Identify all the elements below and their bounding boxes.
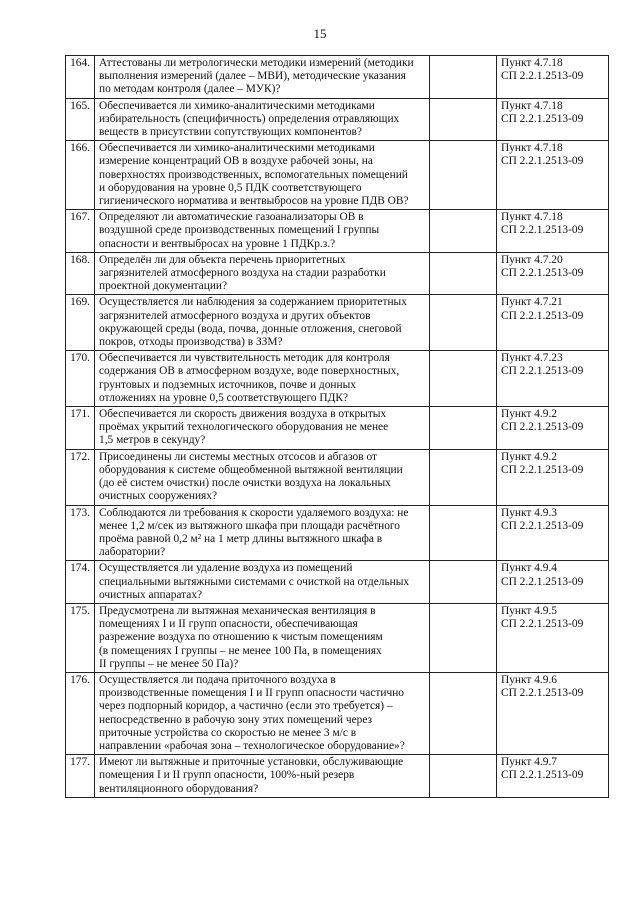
table-row [66, 407, 609, 450]
reference-point: Пункт 4.7.23 [501, 352, 563, 365]
row-number: 170. [66, 351, 95, 407]
answer-cell [430, 407, 497, 450]
reference-point: Пункт 4.7.18 [501, 142, 563, 155]
answer-cell [430, 603, 497, 672]
reference-cell [497, 351, 609, 407]
page-number: 15 [313, 26, 327, 41]
reference-document: СП 2.2.1.2513-09 [501, 463, 584, 476]
question-text: Имеют ли вытяжные и приточные установки, обслуживающие помещения I и II групп опасности, 100%-ный резерв вентиляционного оборудования? [95, 755, 430, 798]
question-text: Обеспечивается ли скорость движения воздуха в открытых проёмах укрытий технологического оборудования не менее 1,5 метров в секунду? [95, 407, 430, 450]
answer-cell [430, 561, 497, 604]
answer-cell [430, 295, 497, 351]
table-row [66, 755, 609, 798]
row-number: 169. [66, 295, 95, 351]
reference-point: Пункт 4.7.21 [501, 296, 563, 309]
row-number: 177. [66, 755, 95, 798]
reference-point: Пункт 4.7.18 [501, 57, 563, 69]
row-number: 166. [66, 141, 95, 210]
question-text: Присоединены ли системы местных отсосов и абгазов от оборудования к системе общеобменной вытяжной вентиляции (до её систем очистки) после очистки воздуха на локальных очистных сооружениях? [95, 449, 430, 505]
question-text: Соблюдаются ли требования к скорости удаляемого воздуха: не менее 1,2 м/сек из вытяжного шкафа при площади расчётного проёма равной 0,2 м² на 1 метр длины вытяжного шкафа в лаборатории? [95, 505, 430, 561]
table-row [66, 141, 609, 210]
row-number: 173. [66, 505, 95, 561]
reference-cell [497, 755, 609, 798]
row-number: 176. [66, 672, 95, 754]
row-number: 164. [66, 56, 95, 99]
row-number: 171. [66, 407, 95, 450]
question-text: Предусмотрена ли вытяжная механическая вентиляция в помещениях I и II групп опасности, обеспечивающая разрежение воздуха по отношению к чистым помещениям (в помещениях I группы – не менее 100 Па, в помещениях II группы – не менее 50 Па)? [95, 603, 430, 672]
table-row [66, 672, 609, 754]
answer-cell [430, 56, 497, 99]
reference-point: Пункт 4.9.5 [501, 604, 558, 617]
reference-document: СП 2.2.1.2513-09 [501, 267, 584, 280]
reference-document: СП 2.2.1.2513-09 [501, 70, 584, 83]
reference-cell [497, 603, 609, 672]
answer-cell [430, 141, 497, 210]
answer-cell [430, 672, 497, 754]
answer-cell [430, 505, 497, 561]
reference-point: Пункт 4.9.4 [501, 562, 558, 575]
reference-cell [497, 141, 609, 210]
question-text: Осуществляется ли удаление воздуха из помещений специальными вытяжными системами с очисткой на отдельных очистных аппаратах? [95, 561, 430, 604]
reference-document: СП 2.2.1.2513-09 [501, 365, 584, 378]
reference-cell [497, 561, 609, 604]
reference-document: СП 2.2.1.2513-09 [501, 618, 584, 631]
table-row [66, 252, 609, 295]
question-text: Осуществляется ли наблюдения за содержанием приоритетных загрязнителей атмосферного воздуха и других объектов окружающей среды (вода, почва, донные отложения, снеговой покров, отходы производства) в ЗЗМ? [95, 295, 430, 351]
table-row [66, 561, 609, 604]
answer-cell [430, 449, 497, 505]
answer-cell [430, 755, 497, 798]
reference-cell [497, 98, 609, 141]
table-row [66, 295, 609, 351]
reference-document: СП 2.2.1.2513-09 [501, 309, 584, 322]
reference-document: СП 2.2.1.2513-09 [501, 421, 584, 434]
reference-cell [497, 449, 609, 505]
question-text: Определяют ли автоматические газоанализаторы ОВ в воздушной среде производственных помещений I группы опасности и вентвыбросах на уровне 1 ПДКр.з.? [95, 210, 430, 253]
reference-cell [497, 505, 609, 561]
reference-cell [497, 407, 609, 450]
table-row [66, 505, 609, 561]
reference-document: СП 2.2.1.2513-09 [501, 155, 584, 168]
table-row [66, 351, 609, 407]
table-row [66, 603, 609, 672]
answer-cell [430, 98, 497, 141]
answer-cell [430, 210, 497, 253]
reference-document: СП 2.2.1.2513-09 [501, 575, 584, 588]
row-number: 167. [66, 210, 95, 253]
reference-point: Пункт 4.9.2 [501, 408, 558, 421]
answer-cell [430, 252, 497, 295]
reference-point: Пункт 4.7.18 [501, 211, 563, 224]
question-text: Обеспечивается ли химико-аналитическими методиками избирательность (специфичность) определения отравляющих веществ в присутствии сопутствующих компонентов? [95, 98, 430, 141]
row-number: 175. [66, 603, 95, 672]
question-text: Определён ли для объекта перечень приоритетных загрязнителей атмосферного воздуха на стадии разработки проектной документации? [95, 252, 430, 295]
question-text: Обеспечивается ли чувствительность методик для контроля содержания ОВ в атмосферном воздухе, воде поверхностных, грунтовых и подземных источников, почве и донных отложениях на уровне 0,5 соответствующего ПДК? [95, 351, 430, 407]
row-number: 165. [66, 98, 95, 141]
row-number: 172. [66, 449, 95, 505]
reference-cell [497, 295, 609, 351]
reference-cell [497, 210, 609, 253]
reference-cell [497, 672, 609, 754]
row-number: 168. [66, 252, 95, 295]
table-row [66, 449, 609, 505]
reference-point: Пункт 4.9.6 [501, 673, 558, 686]
reference-document: СП 2.2.1.2513-09 [501, 769, 584, 782]
reference-cell [497, 56, 609, 99]
reference-document: СП 2.2.1.2513-09 [501, 112, 584, 125]
reference-point: Пункт 4.9.7 [501, 756, 558, 769]
reference-document: СП 2.2.1.2513-09 [501, 519, 584, 532]
reference-point: Пункт 4.7.18 [501, 99, 563, 112]
table-row [66, 56, 609, 99]
reference-point: Пункт 4.9.2 [501, 450, 558, 463]
question-text: Обеспечивается ли химико-аналитическими методиками измерение концентраций ОВ в воздухе рабочей зоны, на поверхностях производственных, вспомогательных помещений и оборудования на уровне 0,5 ПДК соответствующего гигиенического норматива и вентвыбросов на уровне ПДВ ОВ? [95, 141, 430, 210]
answer-cell [430, 351, 497, 407]
table-row [66, 210, 609, 253]
reference-point: Пункт 4.9.3 [501, 506, 558, 519]
reference-cell [497, 252, 609, 295]
table-row [66, 98, 609, 141]
row-number: 174. [66, 561, 95, 604]
question-text: Осуществляется ли подача приточного воздуха в производственные помещения I и II групп опасности частично через подпорный коридор, а частично (если это требуется) – непосредственно в рабочую зону этих помещений через приточные устройства со скоростью не менее 3 м/с в направлении «рабочая зона – технологическое оборудование»? [95, 672, 430, 754]
reference-document: СП 2.2.1.2513-09 [501, 687, 584, 700]
reference-document: СП 2.2.1.2513-09 [501, 224, 584, 237]
checklist-table [65, 55, 609, 798]
question-text: Аттестованы ли метрологически методики измерений (методики выполнения измерений (далее – МВИ), методические указания по методам контроля (далее – МУК)? [95, 56, 430, 99]
reference-point: Пункт 4.7.20 [501, 253, 563, 266]
